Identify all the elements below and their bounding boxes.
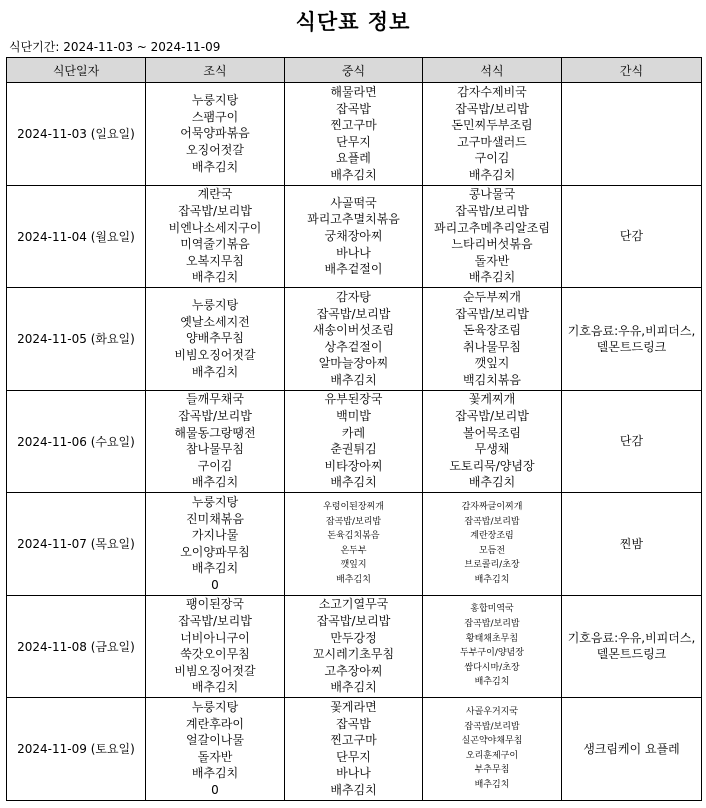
snack-cell: 생크림케이 요플레 [562,698,702,801]
table-row [7,83,702,186]
menu-item: 깻잎지 [340,560,367,571]
menu-item: 너비아니구이 [180,630,250,645]
menu-item: 돌자반 [474,253,510,268]
meal-table [6,57,702,801]
menu-item: 구이김 [474,151,510,166]
table-row [7,390,702,493]
menu-item: 배추김치 [474,779,510,790]
menu-item: 배추김치 [468,475,516,490]
menu-item: 진미채볶음 [186,511,244,526]
table-row [7,288,702,391]
menu-item: 잡곡밥/보리밥 [316,306,391,321]
menu-item: 새송이버섯조림 [312,323,395,338]
menu-item: 잡곡밥 [336,101,371,116]
menu-item: 배추김치 [191,475,239,490]
menu-item: 두부구이/양념장 [460,648,524,659]
lunch-cell [285,698,423,801]
meal-date: 2024-11-04 (월요일) [7,185,146,288]
menu-item: 감자탕 [336,289,371,304]
menu-item: 깻잎지 [474,356,510,371]
menu-item: 들깨무채국 [186,392,244,407]
menu-item: 꽈리고추멸치볶음 [307,212,400,227]
menu-item: 양배추무침 [186,331,244,346]
menu-item: 0 [211,782,219,797]
menu-item: 콩나물국 [468,187,516,202]
menu-item: 쑥갓오이무침 [180,647,250,662]
menu-item: 상추겉절이 [324,339,383,354]
dinner-cell [423,390,562,493]
menu-item: 배추김치 [474,677,510,688]
menu-item: 우렁이된장찌개 [323,501,384,512]
menu-item: 돈육장조림 [463,323,521,338]
menu-item: 계란국 [197,187,233,202]
menu-item: 배추김치 [191,270,239,285]
menu-item: 백김치볶음 [463,372,521,387]
menu-item: 누룽지탕 [191,494,239,509]
table-row [7,493,702,596]
menu-item: 찐고구마 [330,118,377,133]
menu-item: 바나나 [336,245,371,260]
menu-item: 잡곡밥/보리밥 [455,306,529,321]
menu-item: 꽈리고추메추리알조림 [434,220,550,235]
menu-item: 순두부찌개 [463,289,521,304]
menu-item: 해물라면 [330,84,377,99]
meal-date: 2024-11-08 (금요일) [7,595,146,698]
menu-item: 유부된장국 [324,392,383,407]
menu-item: 배추김치 [191,680,239,695]
dinner-cell [423,185,562,288]
menu-item: 잡곡밥/보리밥 [464,721,520,732]
breakfast-cell [146,493,285,596]
meal-date: 2024-11-05 (화요일) [7,288,146,391]
header-dinner: 석식 [423,58,562,83]
menu-item: 돈민찌두부조림 [451,118,533,133]
snack-cell: 찐밤 [562,493,702,596]
menu-item: 취나물무침 [463,339,521,354]
table-row [7,698,702,801]
snack-cell: 기호음료:우유,비피더스,델몬트드링크 [562,288,702,391]
menu-item: 무생채 [474,442,510,457]
menu-item: 배추김치 [330,372,377,387]
menu-item: 알마늘장아찌 [318,356,389,371]
menu-item: 실곤약야채무침 [461,736,523,747]
menu-item: 만두강정 [330,630,377,645]
menu-item: 0 [211,577,219,592]
breakfast-cell [146,698,285,801]
snack-cell: 단감 [562,390,702,493]
menu-item: 배추김치 [330,475,377,490]
menu-item: 계란후라이 [186,716,244,731]
meal-date: 2024-11-07 (목요일) [7,493,146,596]
menu-item: 오징어젓갈 [186,143,244,158]
menu-item: 온두부 [340,545,367,556]
dinner-cell [423,595,562,698]
menu-item: 잡곡밥/보리밥 [455,101,529,116]
menu-item: 감자짜글이찌개 [461,501,523,512]
menu-item: 백미밥 [336,409,371,424]
menu-item: 돈육김치볶음 [327,531,380,542]
menu-item: 잡곡밥/보리밥 [178,614,252,629]
breakfast-cell [146,83,285,186]
meal-date: 2024-11-03 (일요일) [7,83,146,186]
dinner-cell [423,493,562,596]
menu-item: 잡곡밥/보리밥 [464,516,520,527]
lunch-cell [285,595,423,698]
menu-item: 계란장조림 [470,531,514,542]
menu-item: 잡곡밥/보리밥 [178,204,252,219]
menu-item: 미역줄기볶음 [180,237,250,252]
menu-item: 쌈다시마/초장 [464,662,520,673]
menu-item: 사골우거지국 [465,706,519,717]
menu-item: 구이김 [197,458,233,473]
lunch-cell [285,390,423,493]
menu-item: 잡곡밥/보리밥 [464,619,520,630]
header-breakfast: 조식 [146,58,285,83]
dinner-cell [423,83,562,186]
lunch-cell [285,288,423,391]
menu-item: 꼬시레기초무침 [312,647,395,662]
menu-item: 배추김치 [336,574,371,585]
breakfast-cell [146,288,285,391]
menu-item: 옛날소세지전 [180,314,250,329]
menu-item: 배추김치 [468,167,516,182]
lunch-cell [285,83,423,186]
menu-item: 배추겉절이 [324,262,383,277]
breakfast-cell [146,390,285,493]
menu-item: 잡곡밥/보리밥 [325,516,382,527]
menu-item: 도토리묵/양념장 [449,458,535,473]
header-date: 식단일자 [7,58,146,83]
table-row [7,595,702,698]
menu-item: 비타장아찌 [324,458,383,473]
menu-item: 배추김치 [330,167,377,182]
snack-cell: 기호음료:우유,비피더스,델몬트드링크 [562,595,702,698]
menu-item: 해물동그랑땡전 [174,425,256,440]
menu-item: 배추김치 [330,782,377,797]
dinner-cell [423,288,562,391]
menu-item: 누룽지탕 [191,298,239,313]
menu-item: 사골떡국 [330,195,377,210]
menu-item: 고추장아찌 [324,663,383,678]
menu-item: 볼어묵조림 [463,425,521,440]
menu-item: 배추김치 [474,574,510,585]
menu-item: 오이양파무침 [180,544,250,559]
menu-item: 비빔오징어젓갈 [174,348,256,363]
menu-item: 얼갈이나물 [186,733,244,748]
table-body [7,83,702,801]
table-row [7,185,702,288]
snack-cell [562,83,702,186]
menu-item: 감자수제비국 [457,84,527,99]
breakfast-cell [146,185,285,288]
menu-item: 고구마샐러드 [457,134,527,149]
snack-cell: 단감 [562,185,702,288]
menu-item: 잡곡밥/보리밥 [316,614,391,629]
menu-item: 모듬전 [478,545,506,556]
menu-item: 단무지 [336,134,371,149]
menu-item: 춘권튀김 [330,442,377,457]
menu-item: 꽃게라면 [330,699,377,714]
menu-item: 부추무침 [474,765,510,776]
menu-item: 배추김치 [191,159,239,174]
menu-item: 궁채장아찌 [324,228,383,243]
menu-item: 배추김치 [191,766,239,781]
menu-item: 배추김치 [468,270,516,285]
header-snack: 간식 [562,58,702,83]
menu-item: 잡곡밥/보리밥 [455,204,529,219]
menu-item: 누룽지탕 [191,699,239,714]
menu-item: 단무지 [336,749,371,764]
menu-item: 비엔나소세지구이 [168,220,262,235]
menu-item: 홍합미역국 [470,604,514,615]
menu-item: 황태채초무침 [465,633,519,644]
menu-item: 누룽지탕 [191,93,239,108]
meal-period: 식단기간: 2024-11-03 ~ 2024-11-09 [9,40,221,54]
menu-item: 잡곡밥/보리밥 [178,409,252,424]
menu-item: 요플레 [336,151,371,166]
menu-item: 오복지무침 [186,253,244,268]
page-title: 식단표 정보 [295,10,411,34]
menu-item: 돌자반 [197,749,233,764]
menu-item: 꽃게찌개 [468,392,516,407]
header-lunch: 중식 [285,58,423,83]
menu-item: 배추김치 [191,364,239,379]
menu-item: 카레 [341,425,366,440]
menu-item: 비빔오징어젓갈 [174,663,256,678]
menu-item: 잡곡밥 [336,716,371,731]
menu-item: 바나나 [336,766,371,781]
menu-item: 소고기열무국 [318,597,389,612]
menu-item: 오리훈제구이 [465,750,519,761]
meal-date: 2024-11-06 (수요일) [7,390,146,493]
meal-date: 2024-11-09 (토요일) [7,698,146,801]
menu-item: 느타리버섯볶음 [451,237,533,252]
menu-item: 스팸구이 [191,109,239,124]
menu-item: 가지나물 [191,528,239,543]
menu-item: 브로콜리/초장 [464,560,520,571]
lunch-cell [285,185,423,288]
menu-item: 어묵양파볶음 [180,126,250,141]
menu-item: 찐고구마 [330,733,377,748]
breakfast-cell [146,595,285,698]
menu-item: 참나물무침 [186,442,244,457]
menu-item: 잡곡밥/보리밥 [455,409,529,424]
table-header-row [7,58,702,83]
menu-item: 배추김치 [330,680,377,695]
lunch-cell [285,493,423,596]
dinner-cell [423,698,562,801]
menu-item: 팽이된장국 [186,597,244,612]
menu-item: 배추김치 [191,561,239,576]
